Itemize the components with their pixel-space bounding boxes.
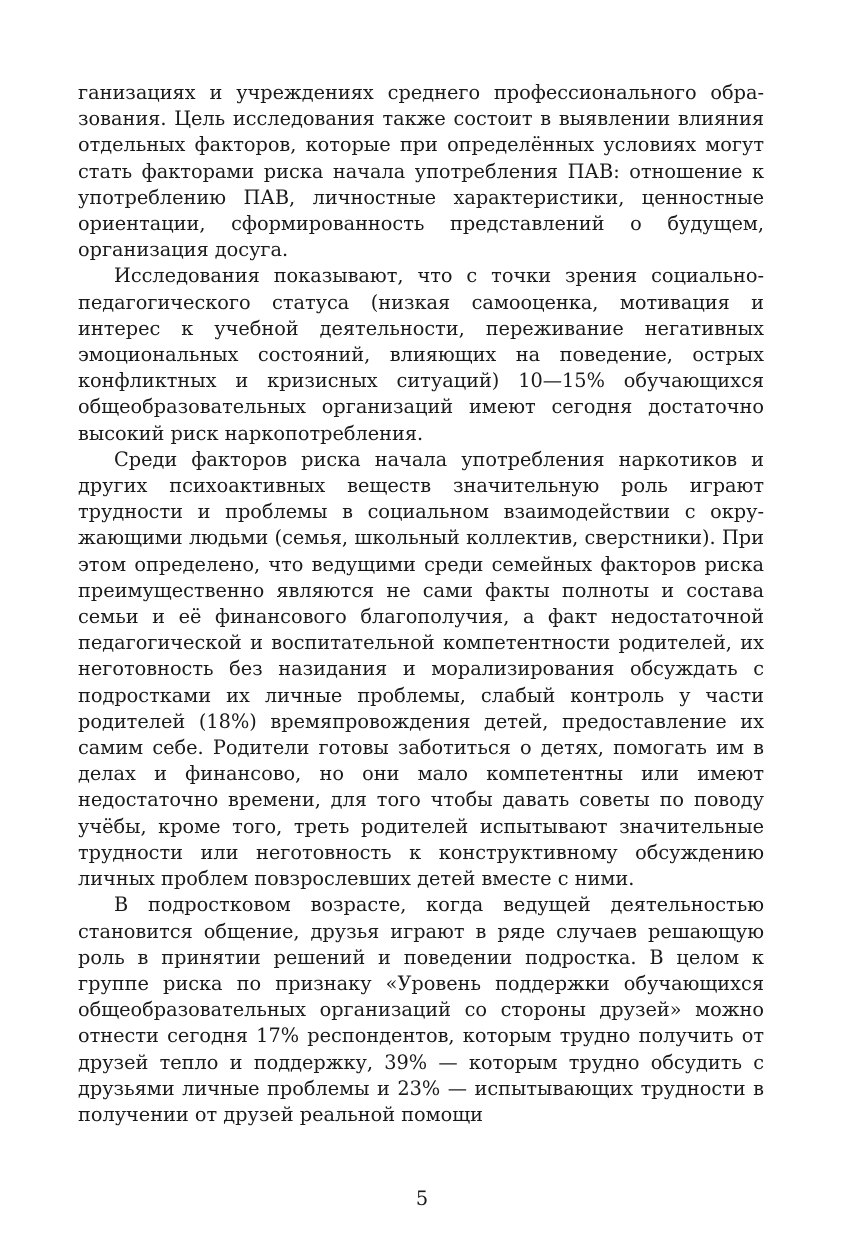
paragraph-peer-support: В подростковом возрасте, когда ведущей деятельностью становится общение, друзья играют в ряде случаев решающую роль в принятии решений и поведении подростка. В целом к группе риска по признаку «Уровень поддержки обучающихся общеобразовательных организаций со стороны друзей» можно отнести сегодня 17% респондентов, которым трудно получить от друзей тепло и поддержку, 39% — которым трудно обсудить с друзьями личные проблемы и 23% — испытывающих трудности в получении от друзей реальной помощи [78,893,764,1126]
page-body [78,80,764,1128]
paragraph-continuation: ганизациях и учреждениях среднего профессионального образования. Цель исследования также состоит в выявлении влияния отдельных факторов, которые при определённых условиях могут стать факторами риска начала употребления ПАВ: отношение к употреблению ПАВ, личностные характеристики, ценностные ориентации, сформированность представлений о будущем, организация досуга. [78,81,764,262]
paragraph-family-risk-factors: Среди факторов риска начала употребления наркотиков и других психоактивных веществ значительную роль играют трудности и проблемы в социальном взаимодействии с окружающими людьми (семья, школьный коллектив, сверстники). При этом определено, что ведущими среди семейных факторов риска преимущественно являются не сами факты полноты и состава семьи и её финансового благополучия, а факт недостаточной педагогической и воспитательной компетентности родителей, их неготовность без назидания и морализирования обсуждать с подростками их личные проблемы, слабый контроль у части родителей (18%) времяпровождения детей, предоставление их самим себе. Родители готовы заботиться о детях, помогать им в делах и финансово, но они мало компетентны или имеют недостаточно времени, для того чтобы давать советы по поводу учёбы, кроме того, треть родителей испытывают значительные трудности или неготовность к конструктивному обсуждению личных проблем повзрослевших детей вместе с ними. [78,447,764,891]
paragraph-social-pedagogical-status: Исследования показывают, что с точки зрения социально-педагогического статуса (низкая самооценка, мотивация и интерес к учебной деятельности, переживание негативных эмоциональных состояний, влияющих на поведение, острых конфликтных и кризисных ситуаций) 10—15% обучающихся общеобразовательных организаций имеют сегодня достаточно высокий риск наркопотребления. [78,264,764,445]
page-number: 5 [415,1187,429,1210]
